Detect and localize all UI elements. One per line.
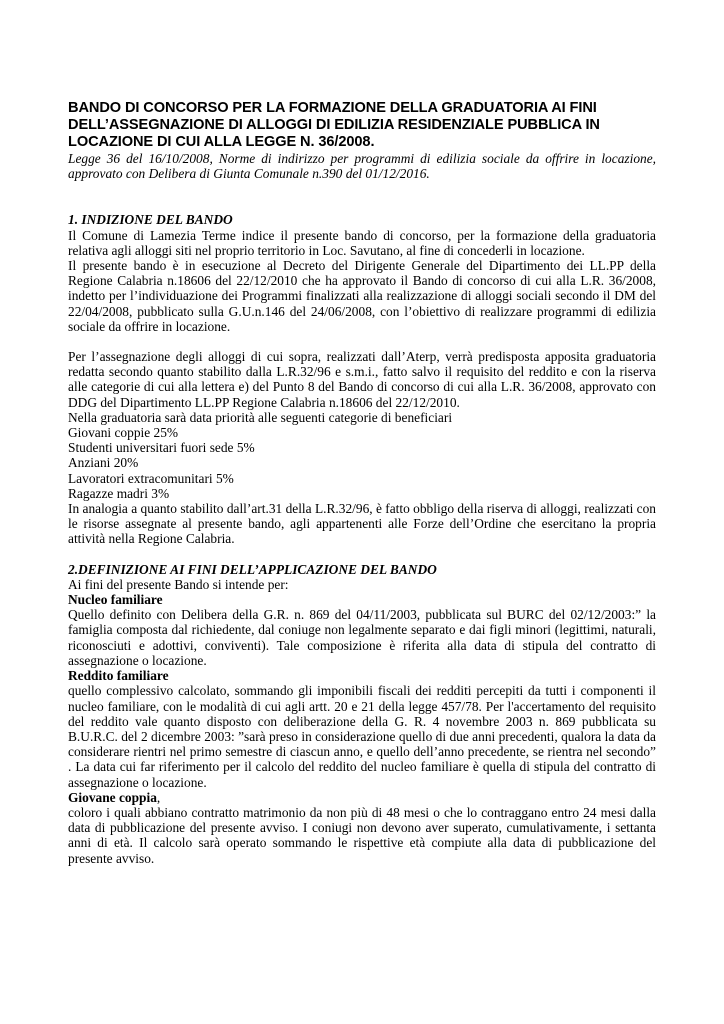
category-item: Ragazze madri 3% — [68, 485, 170, 501]
category-item: Giovani coppie 25% — [68, 425, 179, 441]
section-2-heading: 2.DEFINIZIONE AI FINI DELL’APPLICAZIONE DEL BANDO — [68, 561, 437, 577]
term-nucleo-familiare: Nucleo familiare — [68, 592, 163, 608]
term-reddito-familiare: Reddito familiare — [68, 668, 169, 684]
section-1-paragraph-5: In analogia a quanto stabilito dall’art.31 della L.R.32/96, è fatto obbligo della riserva di alloggi, realizzati con le risorse assegnate al presente bando, agli appartenenti alle Forze dell’Ordine che esercitano la propria attività nella Regione Calabria. — [68, 501, 656, 547]
document-page — [68, 100, 656, 866]
category-item: Lavoratori extracomunitari 5% — [68, 470, 234, 486]
category-item: Studenti universitari fuori sede 5% — [68, 440, 255, 456]
category-item: Anziani 20% — [68, 455, 139, 471]
section-1-paragraph-4: Nella graduatoria sarà data priorità alle seguenti categorie di beneficiari — [68, 409, 453, 425]
beneficiary-categories — [68, 425, 656, 501]
section-1-paragraph-2: Il presente bando è in esecuzione al Decreto del Dirigente Generale del Dipartimento dei LL.PP della Regione Calabria n.18606 del 22/12/2010 che ha approvato il Bando di concorso di cui alla L.R. 36/2008, indetto per l’individuazione dei Programmi finalizzati alla realizzazione di alloggi sociali secondo il DM del 22/04/2008, pubblicato sulla G.U.n.146 del 24/06/2008, con l’obiettivo di realizzare programmi di edilizia sociale da offrire in locazione. — [68, 258, 656, 334]
title-line-2: DELL’ASSEGNAZIONE DI ALLOGGI DI EDILIZIA RESIDENZIALE PUBBLICA IN — [68, 117, 600, 133]
title-line-1: BANDO DI CONCORSO PER LA FORMAZIONE DELLA GRADUATORIA AI FINI — [68, 100, 597, 116]
document-subtitle: Legge 36 del 16/10/2008, Norme di indirizzo per programmi di edilizia sociale da offrire in locazione, approvato con Delibera di Giunta Comunale n.390 del 01/12/2016. — [68, 151, 656, 182]
section-2-intro: Ai fini del presente Bando si intende per: — [68, 576, 289, 592]
title-line-3: LOCAZIONE DI CUI ALLA LEGGE N. 36/2008. — [68, 134, 375, 150]
term-giovane-coppia: Giovane coppia — [68, 789, 157, 805]
section-1-paragraph-1: Il Comune di Lamezia Terme indice il presente bando di concorso, per la formazione della graduatoria relativa agli alloggi siti nel proprio territorio in Loc. Savutano, al fine di concederli in locazione. — [68, 227, 656, 258]
section-1-paragraph-3: Per l’assegnazione degli alloggi di cui sopra, realizzati dall’Aterp, verrà predisposta apposita graduatoria redatta secondo quanto stabilito dalla L.R.32/96 e s.m.i., fatto salvo il requisito del reddito e con la riserva alle categorie di cui alla lettera e) del Punto 8 del Bando di concorso di cui alla L.R. 36/2008, approvato con DDG del Dipartimento LL.PP Regione Calabria n.18606 del 22/12/2010. — [68, 349, 656, 410]
definition-giovane-coppia: coloro i quali abbiano contratto matrimonio da non più di 48 mesi o che lo contraggano entro 24 mesi dalla data di pubblicazione del presente avviso. I coniugi non devono aver superato, cumulativamente, i settanta anni di età. Il calcolo sarà operato sommando le rispettive età compiute alla data di pubblicazione del presente avviso. — [68, 804, 656, 866]
document-title — [68, 100, 656, 151]
term-giovane-coppia-line: Giovane coppia, — [68, 789, 161, 805]
definition-nucleo-familiare: Quello definito con Delibera della G.R. n. 869 del 04/11/2003, pubblicata sul BURC del 02/12/2003:” la famiglia composta dal richiedente, dal coniuge non legalmente separato e dai figli minori (legittimi, naturali, riconosciuti e adottivi, conviventi). Tale composizione è riferita alla data di stipula del contratto di assegnazione o locazione. — [68, 607, 656, 668]
definition-reddito-familiare: quello complessivo calcolato, sommando gli imponibili fiscali dei redditi percepiti da tutti i componenti il nucleo familiare, con le modalità di cui agli artt. 20 e 21 della legge 457/78. Per l'accertamento del requisito del reddito vale quanto disposto con deliberazione della G. R. 4 novembre 2003 n. 869 pubblicata su B.U.R.C. del 2 dicembre 2003: ”sarà preso in considerazione quello di due anni precedenti, qualora la data da considerare rientri nel primo semestre di ciascun anno, e quello dell’anno precedente, se rientra nel secondo” . La data cui far riferimento per il calcolo del reddito del nucleo familiare è quella di stipula del contratto di assegnazione o locazione. — [68, 683, 656, 790]
section-1-heading: 1. INDIZIONE DEL BANDO — [68, 212, 233, 228]
